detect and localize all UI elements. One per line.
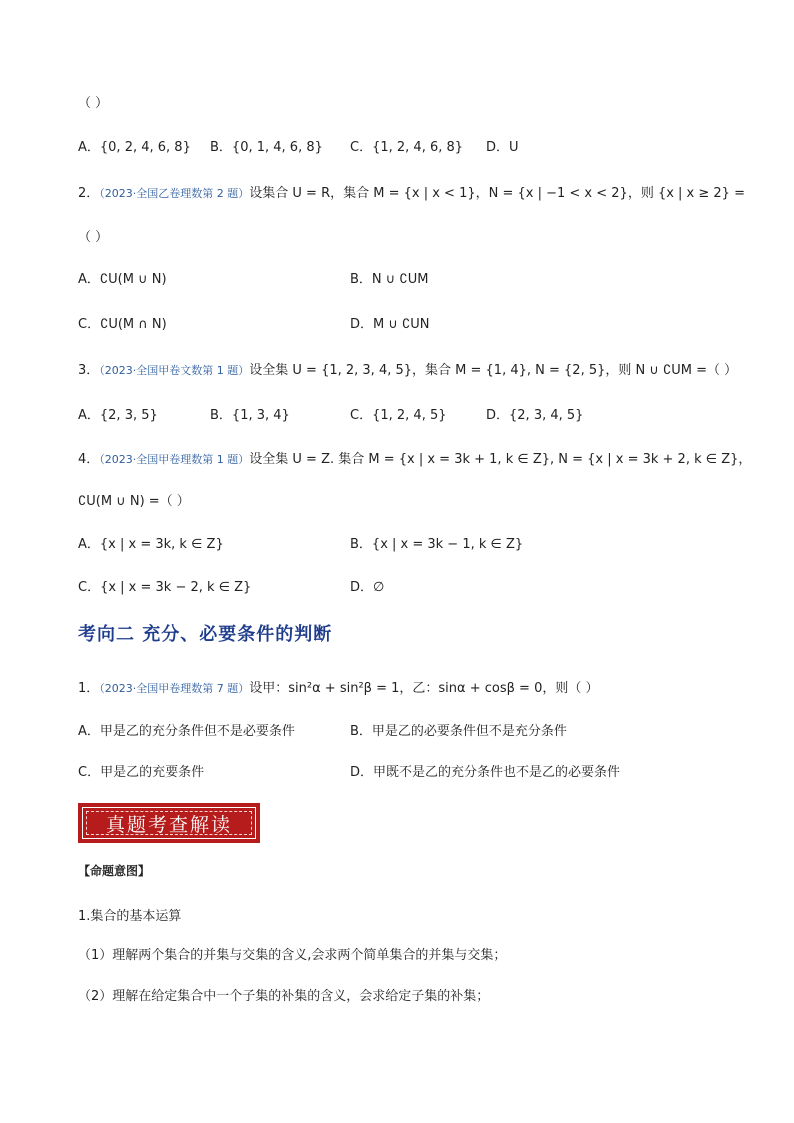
option-d: D．甲既不是乙的充分条件也不是乙的必要条件 — [350, 765, 621, 780]
option-c: C．{1, 2, 4, 5} — [350, 408, 447, 423]
question-number: 4． — [78, 452, 100, 467]
option-b: B．甲是乙的必要条件但不是充分条件 — [350, 724, 567, 739]
question-number: 1． — [78, 681, 100, 696]
question-stem: 设甲：sin²α + sin²β = 1，乙：sinα + cosβ = 0，则（ ） — [249, 681, 599, 696]
option-b: B．{1, 3, 4} — [210, 408, 290, 423]
question-number: 3． — [78, 363, 100, 378]
option-a: A．{2, 3, 5} — [78, 408, 158, 423]
intent-tag: 【命题意图】 — [78, 864, 151, 878]
question-stem: 设集合 U = R，集合 M = {x | x < 1}，N = {x | −1 < x < 2}，则 {x | x ≥ 2} = — [249, 186, 745, 201]
question-source: （2023·全国甲卷理数第 7 题） — [99, 682, 250, 695]
option-d: D．U — [486, 140, 519, 155]
question-2 — [78, 184, 745, 204]
question-stem-continued: ∁U(M ∪ N) =（ ） — [78, 494, 190, 509]
option-a: A．{x | x = 3k, k ∈ Z} — [78, 537, 224, 552]
option-c: C．甲是乙的充要条件 — [78, 765, 205, 780]
option-d: D．M ∪ ∁UN — [350, 317, 430, 332]
question-3 — [78, 361, 737, 381]
question-4 — [78, 450, 751, 470]
banner-title: 真题考查解读 — [82, 807, 256, 839]
option-d: D．∅ — [350, 580, 385, 595]
option-d: D．{2, 3, 4, 5} — [486, 408, 584, 423]
section-banner — [78, 803, 260, 843]
section-question-1 — [78, 679, 598, 699]
question-number: 2． — [78, 186, 100, 201]
option-a: A．∁U(M ∪ N) — [78, 272, 167, 287]
question-source: （2023·全国乙卷理数第 2 题） — [99, 187, 250, 200]
question-paren: （ ） — [78, 230, 109, 245]
option-c: C．{1, 2, 4, 6, 8} — [350, 140, 464, 155]
question-stem: 设全集 U = {1, 2, 3, 4, 5}，集合 M = {1, 4}, N = {2, 5}，则 N ∪ ∁UM =（ ） — [249, 363, 738, 378]
question-source: （2023·全国甲卷理数第 1 题） — [99, 453, 250, 466]
option-b: B．{x | x = 3k − 1, k ∈ Z} — [350, 537, 524, 552]
section-heading: 考向二 充分、必要条件的判断 — [78, 624, 333, 645]
option-c: C．∁U(M ∩ N) — [78, 317, 167, 332]
intent-item: （1）理解两个集合的并集与交集的含义,会求两个简单集合的并集与交集； — [78, 948, 507, 963]
option-c: C．{x | x = 3k − 2, k ∈ Z} — [78, 580, 252, 595]
intent-item: （2）理解在给定集合中一个子集的补集的含义，会求给定子集的补集； — [78, 989, 490, 1004]
option-b: B．{0, 1, 4, 6, 8} — [210, 140, 323, 155]
question-stem: 设全集 U = Z. 集合 M = {x | x = 3k + 1, k ∈ Z}, N = {x | x = 3k + 2, k ∈ Z}， — [249, 452, 752, 467]
option-a: A．甲是乙的充分条件但不是必要条件 — [78, 724, 295, 739]
option-a: A．{0, 2, 4, 6, 8} — [78, 140, 191, 155]
intent-heading: 1.集合的基本运算 — [78, 909, 182, 924]
option-b: B．N ∪ ∁UM — [350, 272, 429, 287]
question-paren: （ ） — [78, 96, 109, 111]
question-source: （2023·全国甲卷文数第 1 题） — [99, 364, 250, 377]
